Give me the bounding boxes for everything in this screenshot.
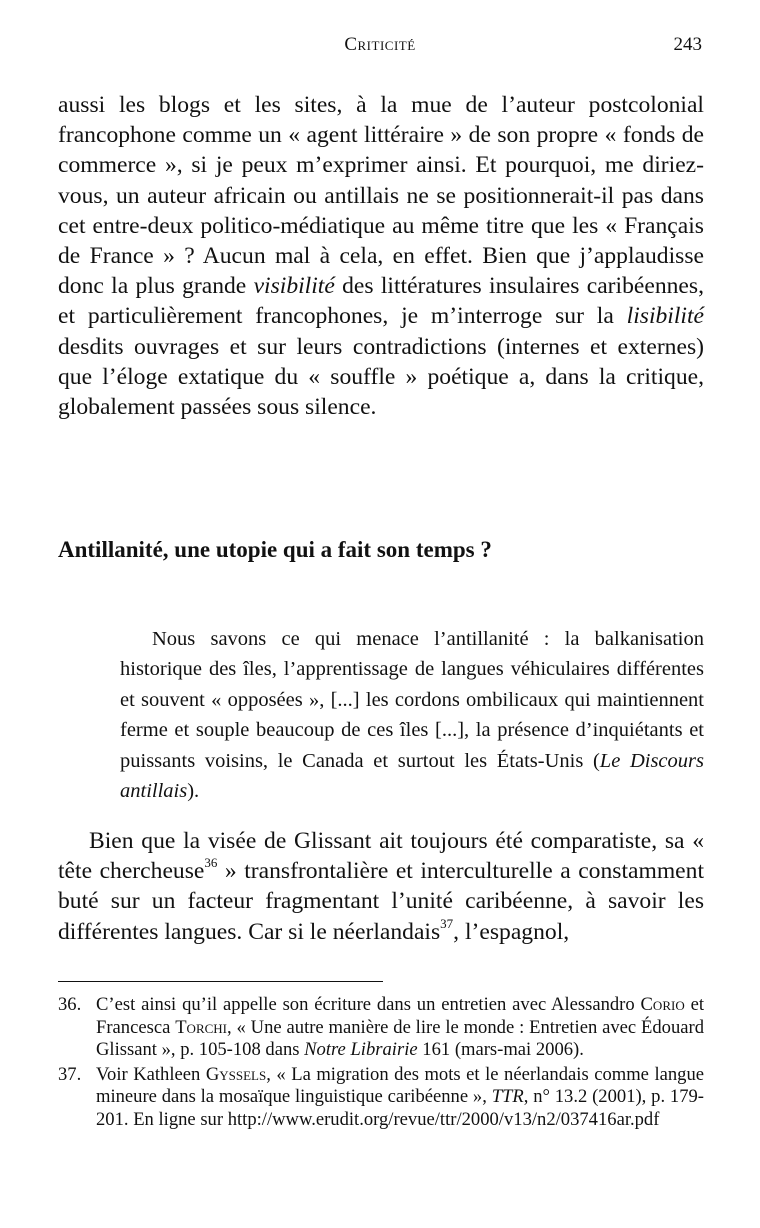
paragraph-text: Bien que la visée de Glissant ait toujours été comparatiste, sa « tête chercheuse: [58, 828, 704, 885]
footnote-text: , n° 13.2 (2001), p. 179-201. En ligne sur http://www.erudit.org/revue/ttr/2000/v13/n2/037416ar.pdf: [96, 1086, 704, 1130]
footnote-text: 161 (mars-mai 2006).: [417, 1039, 584, 1061]
footnote-text: , « Une autre manière de lire le monde : Entretien avec Édouard Glissant », p. 105-108 dans: [96, 1016, 705, 1061]
paragraph-text: » transfrontalière et interculturelle a constamment buté sur un facteur fragmentant l’unité caribéenne, à savoir les différentes langues. Car si le néerlandais: [58, 858, 705, 945]
author-name: Torchi: [175, 1016, 228, 1038]
footnote-number: 37.: [58, 1063, 82, 1085]
journal-title: Notre Librairie: [304, 1039, 418, 1061]
quote-text: Nous savons ce qui menace l’antillanité : la balkanisation historique des îles, l’apprentissage de langues véhiculaires différentes et souvent « opposées », [...] les cordons ombilicaux qui maintiennent ferme et souple beaucoup de ces îles [...], la présence d’inquiétants et puissants voisins, le Canada et surtout les États-Unis (: [120, 628, 704, 772]
footnote-36: [58, 994, 704, 1062]
paragraph-text: aussi les blogs et les sites, à la mue de l’auteur postcolonial francophone comme un « agent littéraire » de son propre « fonds de commerce », si je peux m’exprimer ainsi. Et pourquoi, me diriez-vous, un auteur africain ou antillais ne se positionnerait-il pas dans cet entre-deux politico-médiatique au même titre que les « Français de France » ? Aucun mal à cela, en effet. Bien que j’applaudisse donc la plus grande: [58, 92, 704, 300]
journal-title: TTR: [491, 1086, 524, 1108]
footnote-ref-36: 36: [204, 855, 218, 871]
author-name: Corio: [640, 994, 685, 1015]
running-head: [58, 34, 702, 62]
emphasis-visibilite: visibilité: [253, 273, 335, 300]
footnote-divider: [58, 981, 383, 982]
running-title: Criticité: [344, 34, 416, 55]
paragraph-glissant: [58, 826, 704, 947]
quote-close: ).: [187, 780, 200, 803]
footnote-text: , « La migration des mots et le néerlandais comme langue mineure dans la mosaïque linguistique caribéenne »,: [96, 1063, 705, 1108]
block-quote: [120, 624, 704, 806]
paragraph-text: desdits ouvrages et sur leurs contradictions (internes et externes) que l’éloge extatique du « souffle » poétique a, dans la critique, globalement passées sous silence.: [58, 333, 704, 421]
page-number: 243: [673, 34, 702, 55]
footnote-text: Voir Kathleen: [96, 1063, 206, 1085]
footnote-37: [58, 1064, 704, 1132]
author-name: Gyssels: [205, 1063, 267, 1085]
footnote-number: 36.: [58, 994, 82, 1015]
paragraph-text: , l’espagnol,: [453, 918, 570, 945]
emphasis-lisibilite: lisibilité: [626, 303, 704, 330]
quote-source: Le Discours antillais: [120, 749, 704, 803]
paragraph-visibility: [58, 90, 704, 422]
paragraph-text: des littératures insulaires caribéennes, et particulièrement francophones, je m’interroge sur la: [58, 273, 704, 330]
footnote-ref-37: 37: [440, 915, 454, 931]
footnote-text: et Francesca: [96, 994, 704, 1038]
footnotes: [58, 994, 704, 1134]
footnote-text: C’est ainsi qu’il appelle son écriture dans un entretien avec Alessandro: [96, 994, 641, 1015]
section-heading: Antillanité, une utopie qui a fait son temps ?: [58, 537, 492, 562]
